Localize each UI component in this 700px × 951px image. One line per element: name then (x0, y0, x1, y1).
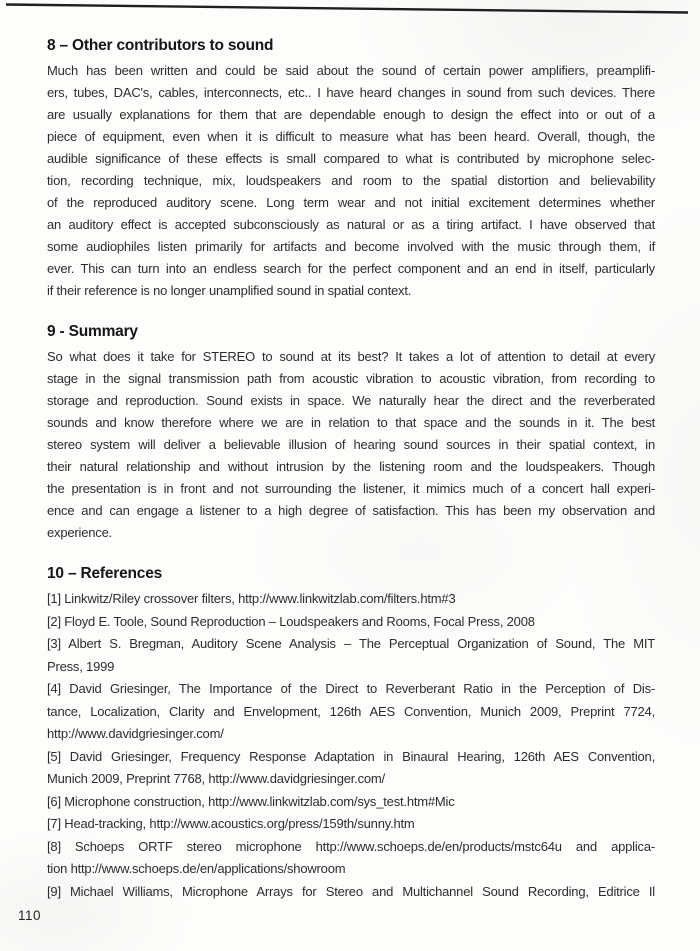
text-line: ers, tubes, DAC's, cables, interconnects, etc.. I have heard changes in sound from such devices. There (47, 85, 655, 100)
text-line: of the reproduced auditory scene. Long term wear and not initial excitement determines whether (47, 195, 655, 210)
text-line: [2] Floyd E. Toole, Sound Reproduction – Loudspeakers and Rooms, Focal Press, 2008 (47, 613, 535, 629)
reference-item (47, 881, 655, 904)
text-line: are usually explanations for them that are dependable enough to design the effect into or out of a (47, 107, 655, 122)
reference-item (47, 633, 655, 678)
reference-item (47, 836, 655, 881)
text-line: [1] Linkwitz/Riley crossover filters, http://www.linkwitzlab.com/filters.htm#3 (47, 591, 456, 606)
text-line: sounds and know therefore where we are in relation to that space and the sounds in it. The best (47, 415, 655, 430)
text-line: an auditory effect is accepted subconsciously as natural or as a tiring artifact. I have observed that (47, 217, 655, 232)
section-heading: 8 – Other contributors to sound (47, 37, 274, 54)
reference-item (47, 588, 655, 611)
text-line: tance, Localization, Clarity and Envelopment, 126th AES Convention, Munich 2009, Preprint 7724, (47, 703, 655, 719)
text-line: Munich 2009, Preprint 7768, http://www.davidgriesinger.com/ (47, 771, 385, 786)
text-line: ence and can engage a listener to a high degree of satisfaction. This has been my observation and (47, 503, 655, 518)
text-line: [4] David Griesinger, The Importance of the Direct to Reverberant Ratio in the Perception of Dis- (47, 681, 655, 696)
paragraph (47, 60, 655, 302)
text-line: the presentation is in front and not surrounding the listener, it mimics much of a concert hall experi- (47, 481, 655, 496)
text-line: Much has been written and could be said about the sound of certain power amplifiers, preamplifi- (47, 63, 655, 78)
text-line: [6] Microphone construction, http://www.linkwitzlab.com/sys_test.htm#Mic (47, 793, 455, 809)
text-line: storage and reproduction. Sound exists in space. We naturally hear the direct and the reverberated (47, 393, 655, 408)
reference-item (47, 791, 655, 814)
text-line: tion, recording technique, mix, loudspeakers and room to the spatial distortion and believability (47, 173, 655, 188)
text-line: Press, 1999 (47, 658, 115, 674)
text-line: [9] Michael Williams, Microphone Arrays for Stereo and Multichannel Sound Recording, Editrice Il (47, 883, 655, 899)
reference-item (47, 746, 655, 791)
text-line: [3] Albert S. Bregman, Auditory Scene Analysis – The Perceptual Organization of Sound, The MIT (47, 636, 655, 651)
reference-item (47, 678, 655, 746)
text-line: [7] Head-tracking, http://www.acoustics.org/press/159th/sunny.htm (47, 816, 415, 831)
reference-item (47, 813, 655, 836)
text-line: tion http://www.schoeps.de/en/applications/showroom (47, 861, 346, 876)
text-line: [8] Schoeps ORTF stereo microphone http://www.schoeps.de/en/products/mstc64u and applica- (47, 838, 655, 854)
section-heading: 10 – References (47, 565, 163, 582)
text-line: stage in the signal transmission path from acoustic vibration to acoustic vibration, from recording to (47, 371, 655, 386)
text-line: http://www.davidgriesinger.com/ (47, 726, 224, 741)
page-number: 110 (18, 908, 42, 923)
paragraph (47, 346, 655, 544)
text-line: audible significance of these effects is small compared to what is contributed by microphone selec- (47, 151, 655, 166)
text-line: their natural relationship and without intrusion by the listening room and the loudspeakers. Though (47, 459, 655, 474)
text-line: experience. (47, 525, 113, 540)
section-heading: 9 - Summary (47, 323, 138, 340)
text-line: [5] David Griesinger, Frequency Response Adaptation in Binaural Hearing, 126th AES Convention, (47, 748, 655, 764)
text-line: stereo system will deliver a believable illusion of hearing sound sources in their spatial context, in (47, 437, 655, 452)
reference-item (47, 611, 655, 634)
text-line: ever. This can turn into an endless search for the perfect component and an end in itself, particularly (47, 261, 655, 276)
text-line: some audiophiles listen primarily for artifacts and become involved with the music through them, if (47, 239, 655, 254)
text-line: piece of equipment, even when it is difficult to measure what has been heard. Overall, though, the (47, 129, 655, 144)
text-line: So what does it take for STEREO to sound at its best? It takes a lot of attention to detail at every (47, 349, 655, 364)
text-line: if their reference is no longer unamplified sound in spatial context. (47, 283, 412, 298)
